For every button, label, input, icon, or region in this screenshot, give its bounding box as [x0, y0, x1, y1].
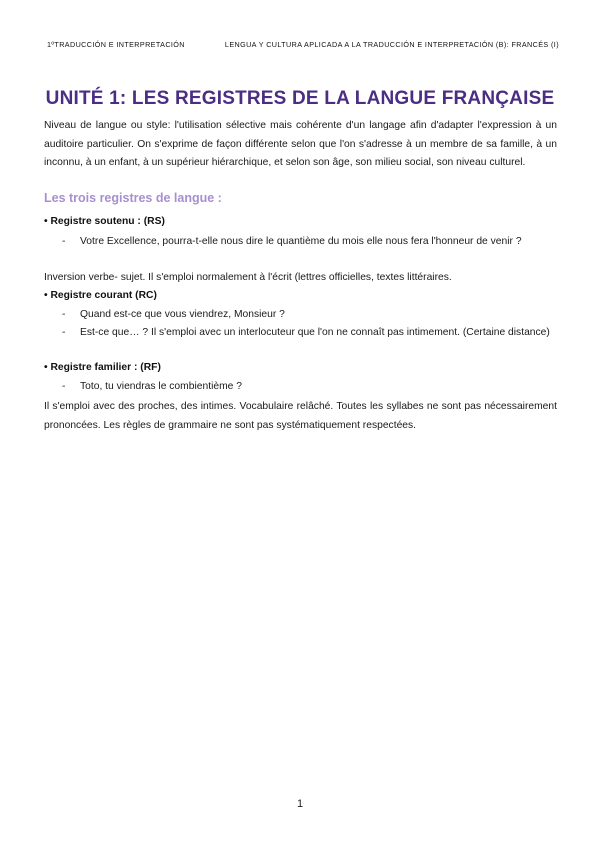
page-number: 1	[296, 798, 304, 810]
page-title: UNITÉ 1: LES REGISTRES DE LA LANGUE FRANÇAISE	[45, 88, 555, 109]
register-familier-note: Il s'emploi avec des proches, des intimes. Vocabulaire relâché. Toutes les syllabes ne sont pas nécessairement prononcées. Les règles de grammaire ne sont pas systématiquement respectées.	[44, 401, 557, 431]
section-subheading: Les trois registres de langue :	[44, 191, 222, 205]
example-text: Quand est-ce que vous viendrez, Monsieur ?	[80, 309, 285, 320]
dash-marker: -	[62, 236, 66, 247]
header-left: 1ºTRADUCCIÓN E INTERPRETACIÓN	[47, 40, 185, 49]
register-familier-heading: • Registre familier : (RF)	[44, 362, 161, 373]
dash-marker: -	[62, 381, 66, 392]
register-familier-example	[62, 378, 557, 397]
register-courant-heading: • Registre courant (RC)	[44, 290, 157, 301]
example-text: Est-ce que… ? Il s'emploi avec un interlocuteur que l'on ne connaît pas intimement. (Certaine distance)	[80, 327, 550, 338]
example-text: Votre Excellence, pourra-t-elle nous dire le quantième du mois elle nous fera l'honneur de venir ?	[80, 236, 522, 247]
register-soutenu-example	[62, 233, 557, 252]
header-right: LENGUA Y CULTURA APLICADA A LA TRADUCCIÓN E INTERPRETACIÓN (B): FRANCÉS (I)	[224, 40, 559, 49]
register-soutenu-heading: • Registre soutenu : (RS)	[44, 216, 165, 227]
intro-paragraph: Niveau de langue ou style: l'utilisation sélective mais cohérente d'un langage afin d'adapter l'expression à un auditoire particulier. On s'exprime de façon différente selon que l'on s'adresse à un membre de sa famille, à un inconnu, à un enfant, à un supérieur hiérarchique, et selon son âge, son milieu social, son niveau culturel.	[44, 120, 557, 168]
example-text: Toto, tu viendras le combientième ?	[80, 381, 242, 392]
dash-marker: -	[62, 309, 66, 320]
register-courant-example-2	[62, 324, 557, 343]
register-courant-example-1	[62, 306, 557, 325]
register-soutenu-note: Inversion verbe- sujet. Il s'emploi normalement à l'écrit (lettres officielles, textes littéraires.	[44, 272, 452, 283]
dash-marker: -	[62, 327, 66, 338]
